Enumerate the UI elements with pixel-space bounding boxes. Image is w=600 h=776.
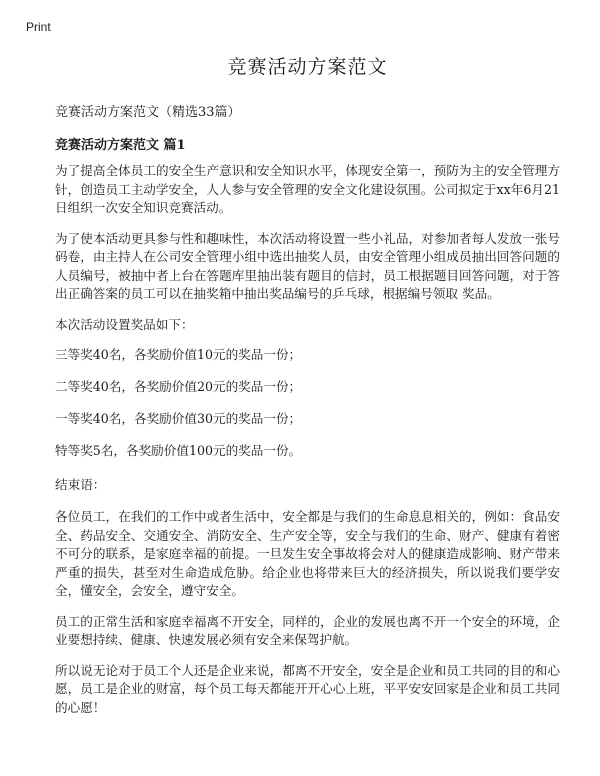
document-subtitle: 竞赛活动方案范文（精选33篇）	[55, 105, 241, 120]
closing-paragraph-safety: 各位员工，在我们的工作中或者生活中，安全都是与我们的生命息息相关的，例如：食品安全、药品安全、交通安全、消防安全、生产安全等，安全与我们的生命、财产、健康有着密不可分的联系，是家庭幸福的前提。一旦发生安全事故将会对人的健康造成影响、财产带来严重的损失，甚至对生命造成危胁。给企业也将带来巨大的经济损失，所以说我们要学安全，懂安全，会安全，遵守安全。	[55, 509, 560, 598]
document-title: 竞赛活动方案范文	[227, 56, 388, 78]
document-body	[55, 52, 560, 729]
closing-paragraph-environment: 员工的正常生活和家庭幸福离不开安全，同样的，企业的发展也离不开一个安全的环境，企业要想持续、健康、快速发展必须有安全来保驾护航。	[55, 613, 560, 647]
closing-paragraph-wish: 所以说无论对于员工个人还是企业来说，都离不开安全，安全是企业和员工共同的目的和心愿，员工是企业的财富，每个员工每天都能开开心心上班，平平安安回家是企业和员工共同的心愿！	[55, 662, 560, 715]
activity-paragraph: 为了使本活动更具参与性和趣味性，本次活动将设置一些小礼品，对参加者每人发放一张号码卷，由主持人在公司安全管理小组中选出抽奖人员，由安全管理小组成员抽出回答问题的人员编号，被抽中者上台在答题库里抽出装有题目的信封，员工根据题目回答问题，对于答出正确答案的员工可以在抽奖箱中抽出奖品编号的乒乓球，根据编号领取 奖品。	[55, 230, 560, 301]
prize-item-first: 一等奖40名，各奖励价值30元的奖品一份；	[55, 411, 302, 426]
prize-item-special: 特等奖5名，各奖励价值100元的奖品一份。	[55, 443, 302, 458]
intro-paragraph: 为了提高全体员工的安全生产意识和安全知识水平，体现安全第一，预防为主的安全管理方针，创造员工主动学安全，人人参与安全管理的安全文化建设氛围。公司拟定于xx年6月21日组织一次安全知识竞赛活动。	[55, 163, 560, 215]
prize-item-third: 三等奖40名，各奖励价值10元的奖品一份；	[55, 347, 302, 362]
print-link[interactable]: Print	[26, 20, 51, 34]
prize-intro-paragraph: 本次活动设置奖品如下：	[55, 316, 194, 332]
prize-item-second: 二等奖40名，各奖励价值20元的奖品一份；	[55, 379, 302, 394]
section-heading: 竞赛活动方案范文 篇1	[55, 138, 186, 153]
ending-label: 结束语：	[55, 477, 106, 492]
